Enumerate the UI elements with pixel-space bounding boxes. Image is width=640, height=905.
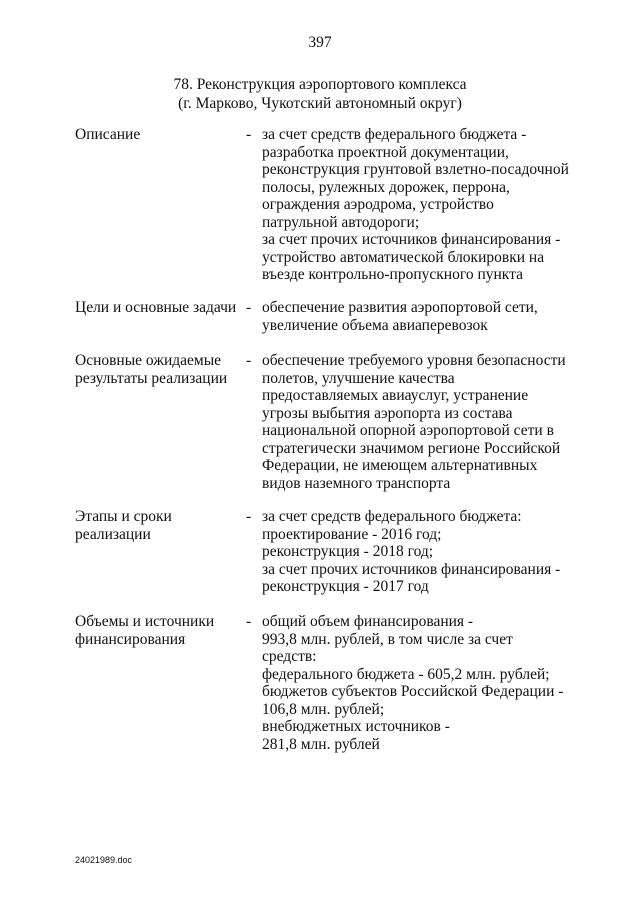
section-label-line: реализации (75, 525, 151, 543)
section-value-line: национальной опорной аэропортовой сети в (262, 422, 554, 439)
section-dash: - (246, 613, 252, 630)
section-value-line: предоставляемых авиауслуг, устранение (262, 387, 529, 404)
section-value (262, 613, 592, 753)
section-value-line: общий объем финансирования - (262, 613, 474, 630)
section-value-line: въезде контрольно-пропускного пункта (262, 266, 523, 283)
section-value-line: за счет прочих источников финансирования - (262, 231, 561, 248)
section-value-line: обеспечение требуемого уровня безопасности (262, 352, 566, 369)
section-value-line: федерального бюджета - 605,2 млн. рублей; (262, 665, 550, 683)
section-label-line: Объемы и источники (75, 613, 215, 630)
section-value-line: за счет прочих источников финансирования - (262, 560, 561, 578)
section-value-line: разработка проектной документации, (262, 143, 509, 161)
section-value (262, 126, 592, 284)
section-label (75, 126, 245, 144)
section-value-line: Федерации, не имеющем альтернативных (262, 457, 538, 474)
section-label-line: Основные ожидаемые (75, 352, 222, 369)
section-value (262, 352, 592, 492)
section-value-line: патрульной автодороги; (262, 213, 420, 231)
section-label-line: Этапы и сроки (75, 508, 172, 525)
section-value (262, 508, 592, 596)
section-value-line: устройство автоматической блокировки на (262, 248, 545, 266)
section-dash: - (246, 126, 252, 143)
section-label (75, 299, 245, 317)
section-value-line: полосы, рулежных дорожек, перрона, (262, 178, 510, 196)
section-label (75, 613, 245, 648)
section-value-line: 106,8 млн. рублей; (262, 700, 385, 718)
section-value-line: проектирование - 2016 год; (262, 525, 442, 543)
section-value-line: реконструкция грунтовой взлетно-посадочной (262, 161, 569, 178)
section-value-line: стратегически значимом регионе Российской (262, 439, 561, 457)
section-label (75, 508, 245, 543)
section-value-line: реконструкция - 2017 год (262, 578, 429, 595)
title-line-2: (г. Марково, Чукотский автономный округ) (178, 95, 462, 112)
section-value-line: угрозы выбытия аэропорта из состава (262, 404, 513, 422)
title-line-1: 78. Реконструкция аэропортового комплекса (173, 76, 467, 93)
section-label-line: Цели и основные задачи (75, 299, 237, 316)
page-title (0, 75, 640, 113)
section-value-line: ограждения аэродрома, устройство (262, 196, 494, 213)
file-name-footer: 24021989.doc (75, 855, 133, 865)
section-label-line: Описание (75, 126, 141, 143)
section-label (75, 352, 245, 387)
section-value-line: обеспечение развития аэропортовой сети, (262, 299, 538, 316)
section-value-line: за счет средств федерального бюджета: (262, 508, 522, 525)
section-dash: - (246, 299, 252, 316)
section-value-line: 993,8 млн. рублей, в том числе за счет (262, 630, 513, 648)
section-value-line: бюджетов субъектов Российской Федерации - (262, 683, 564, 700)
page-number: 397 (308, 34, 332, 51)
section-value (262, 299, 592, 334)
section-value-line: реконструкция - 2018 год; (262, 543, 434, 560)
section-value-line: полетов, улучшение качества (262, 369, 455, 387)
section-dash: - (246, 508, 252, 525)
section-value-line: увеличение объема авиаперевозок (262, 316, 488, 334)
section-value-line: средств: (262, 648, 317, 665)
section-value-line: 281,8 млн. рублей (262, 735, 380, 753)
section-value-line: внебюджетных источников - (262, 718, 450, 735)
section-value-line: видов наземного транспорта (262, 474, 451, 492)
section-label-line: результаты реализации (75, 369, 228, 387)
section-dash: - (246, 352, 252, 369)
section-value-line: за счет средств федерального бюджета - (262, 126, 527, 143)
section-label-line: финансирования (75, 630, 186, 648)
